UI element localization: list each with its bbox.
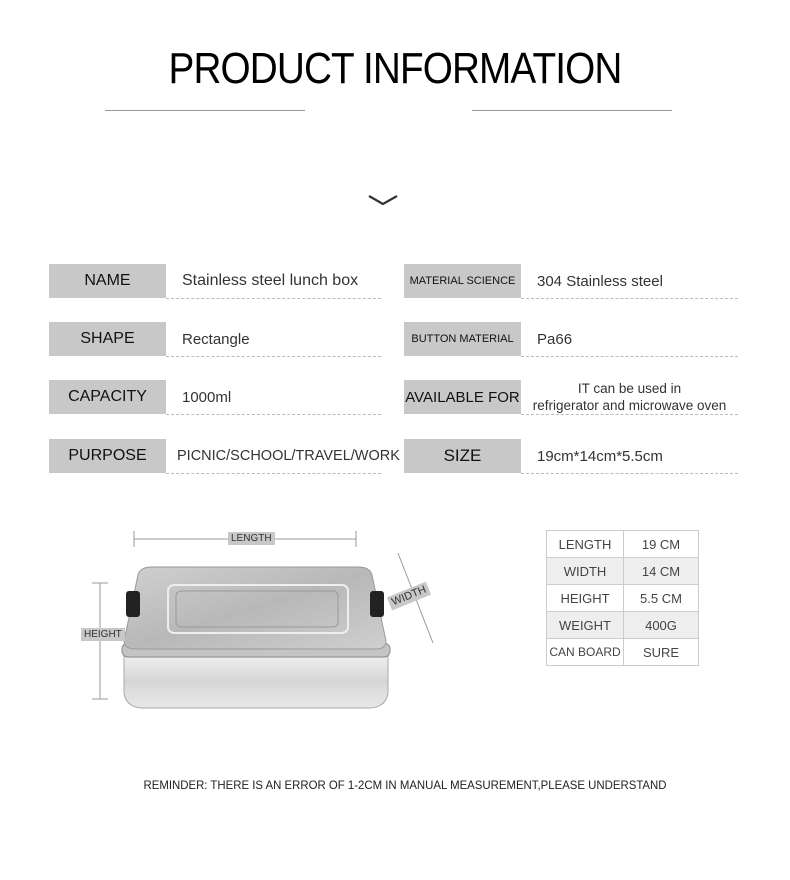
spec-purpose [49,439,400,473]
length-tag: LENGTH [228,532,275,545]
spec-size [404,439,738,473]
spec-label: SHAPE [49,322,166,356]
spec-value: 19cm*14cm*5.5cm [521,439,738,474]
spec-material-science [404,264,738,298]
spec-shape [49,322,381,356]
height-tag: HEIGHT [81,628,125,641]
spec-label: MATERIAL SCIENCE [404,264,521,298]
table-row [547,585,699,612]
divider-right [472,110,672,111]
spec-button-material [404,322,738,356]
spec-value-line2: refrigerator and microwave oven [532,398,727,413]
table-row [547,639,699,666]
reminder-text: REMINDER: THERE IS AN ERROR OF 1-2CM IN MANUAL MEASUREMENT,PLEASE UNDERSTAND [143,778,667,792]
table-value: 14 CM [624,558,699,585]
spec-value: 304 Stainless steel [521,264,738,299]
spec-label: AVAILABLE FOR [404,380,521,414]
lunch-box-image [78,525,448,715]
spec-available-for [404,380,738,414]
spec-label: CAPACITY [49,380,166,414]
table-key: CAN BOARD [547,639,624,666]
spec-value: Rectangle [166,322,381,357]
table-key: HEIGHT [547,585,624,612]
divider-left [105,110,305,111]
spec-value-line1: IT can be used in [577,381,682,396]
spec-name [49,264,381,298]
table-row [547,558,699,585]
spec-label: SIZE [404,439,521,473]
table-value: 19 CM [624,531,699,558]
spec-capacity [49,380,381,414]
table-value: 400G [624,612,699,639]
table-key: WEIGHT [547,612,624,639]
width-tag: WIDTH [387,582,431,611]
table-row [547,612,699,639]
chevron-down-icon [368,194,398,208]
spec-label: BUTTON MATERIAL [404,322,521,356]
spec-value: PICNIC/SCHOOL/TRAVEL/WORK [166,439,381,474]
spec-label: PURPOSE [49,439,166,473]
spec-value: Stainless steel lunch box [166,264,381,299]
spec-value [521,380,738,415]
spec-label: NAME [49,264,166,298]
table-key: WIDTH [547,558,624,585]
table-row [547,531,699,558]
spec-value: Pa66 [521,322,738,357]
table-value: SURE [624,639,699,666]
table-value: 5.5 CM [624,585,699,612]
table-key: LENGTH [547,531,624,558]
dimensions-table [546,530,699,666]
spec-value: 1000ml [166,380,381,415]
product-diagram [78,525,448,715]
page-title: PRODUCT INFORMATION [168,44,622,93]
